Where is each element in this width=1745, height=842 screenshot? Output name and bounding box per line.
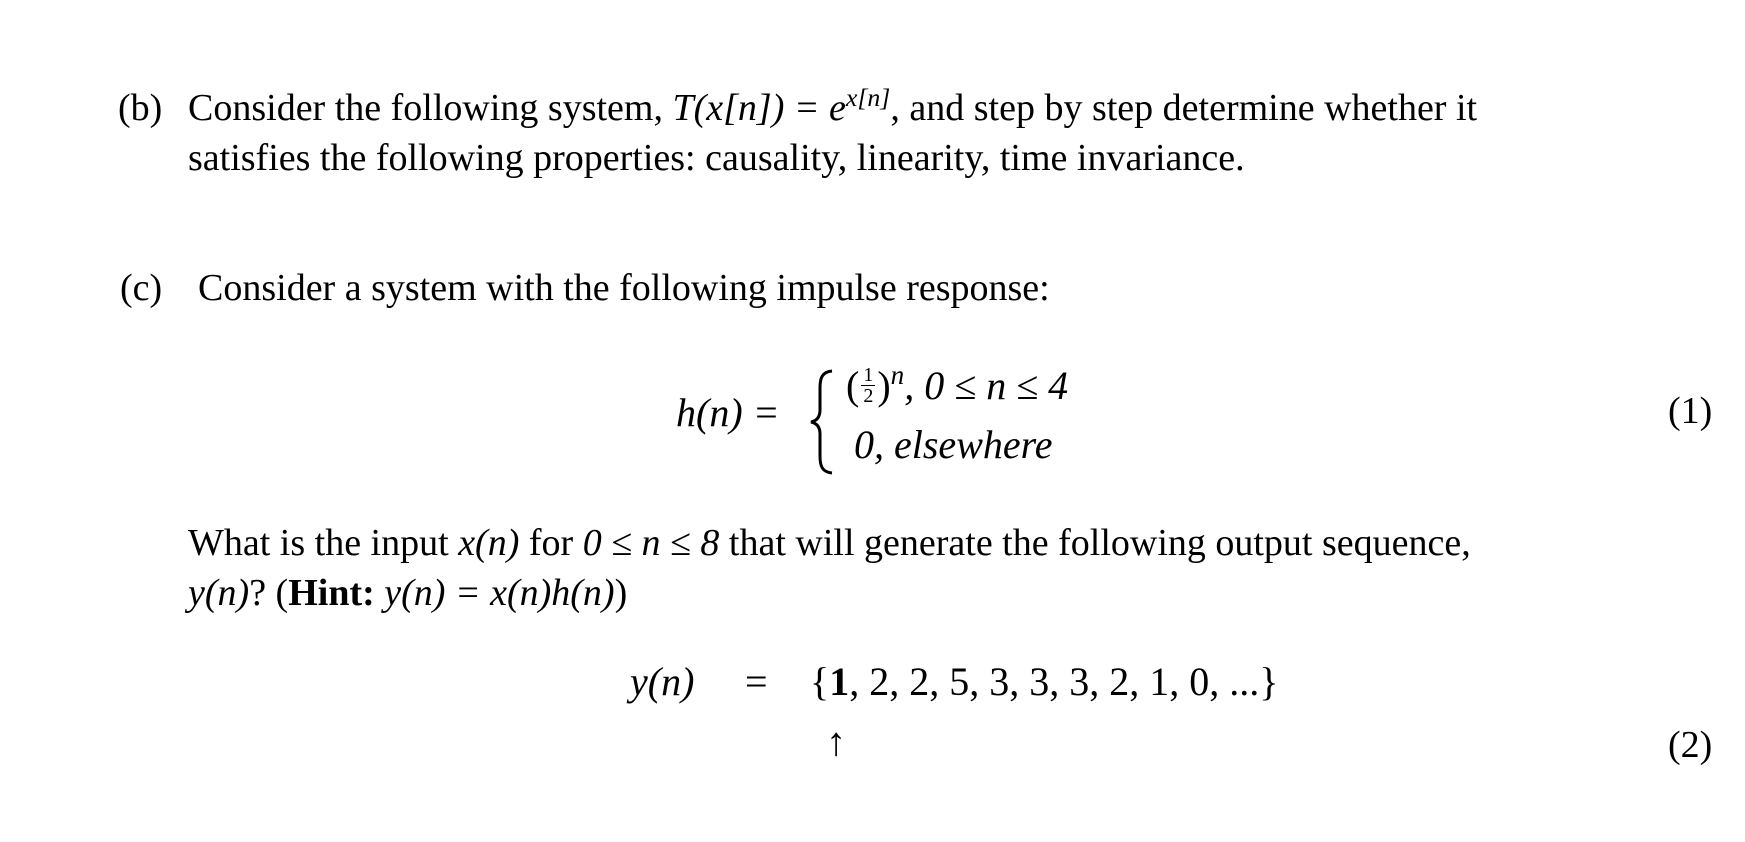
output-sequence-lhs: y(n) <box>630 659 695 704</box>
input-signal: x(n) <box>458 522 520 564</box>
question-line-2 <box>188 568 627 618</box>
case1-close-paren: ) <box>877 363 891 408</box>
part-b-text-prefix: Consider the following system, <box>188 87 673 129</box>
question-line-1 <box>188 518 1471 568</box>
range-condition: 0 ≤ n ≤ 8 <box>582 522 720 564</box>
system-exponent: x[n] <box>845 82 891 112</box>
fraction-numerator: 1 <box>863 364 874 387</box>
hint-equation: y(n) = x(n)h(n) <box>374 572 615 614</box>
part-b-text-suffix: , and step by step determine whether it <box>890 87 1478 129</box>
question-text-a: What is the input <box>188 522 459 564</box>
hint-close-paren: ) <box>614 572 628 614</box>
part-c-intro: Consider a system with the following impulse response: <box>198 267 1050 309</box>
impulse-response-case-2: 0, elsewhere <box>854 422 1053 467</box>
sequence-open-brace: { <box>810 659 830 704</box>
fraction-denominator: 2 <box>863 385 874 408</box>
system-equation: T(x[n]) = e <box>672 87 846 129</box>
one-half-fraction <box>861 365 875 406</box>
impulse-response-case-1 <box>846 362 1068 410</box>
case1-power: n <box>890 360 905 391</box>
left-brace-icon <box>808 368 838 476</box>
equation-number-2: (2) <box>1668 724 1713 766</box>
origin-up-arrow-icon: ↑ <box>826 719 846 764</box>
case1-open-paren: ( <box>846 363 860 408</box>
sequence-origin-value: 1 <box>829 659 850 704</box>
question-text-c: that will generate the following output sequence, <box>719 522 1471 564</box>
question-text-b: for <box>519 522 583 564</box>
output-sequence-equals: = <box>745 659 768 704</box>
question-mark: ? ( <box>249 572 289 614</box>
equation-number-1: (1) <box>1668 390 1713 432</box>
output-signal: y(n) <box>188 572 250 614</box>
case1-condition: , 0 ≤ n ≤ 4 <box>904 363 1069 408</box>
output-sequence-values <box>810 658 1278 705</box>
impulse-response-lhs: h(n) = <box>676 390 780 435</box>
part-b-line-1 <box>188 83 1477 137</box>
sequence-rest-values: , 2, 2, 5, 3, 3, 3, 2, 1, 0, ...} <box>849 659 1279 704</box>
part-c-label: (c) <box>120 267 163 309</box>
part-b-label: (b) <box>118 87 163 129</box>
part-b-line-2: satisfies the following properties: causality, linearity, time invariance. <box>188 137 1245 179</box>
hint-label: Hint: <box>288 572 375 614</box>
